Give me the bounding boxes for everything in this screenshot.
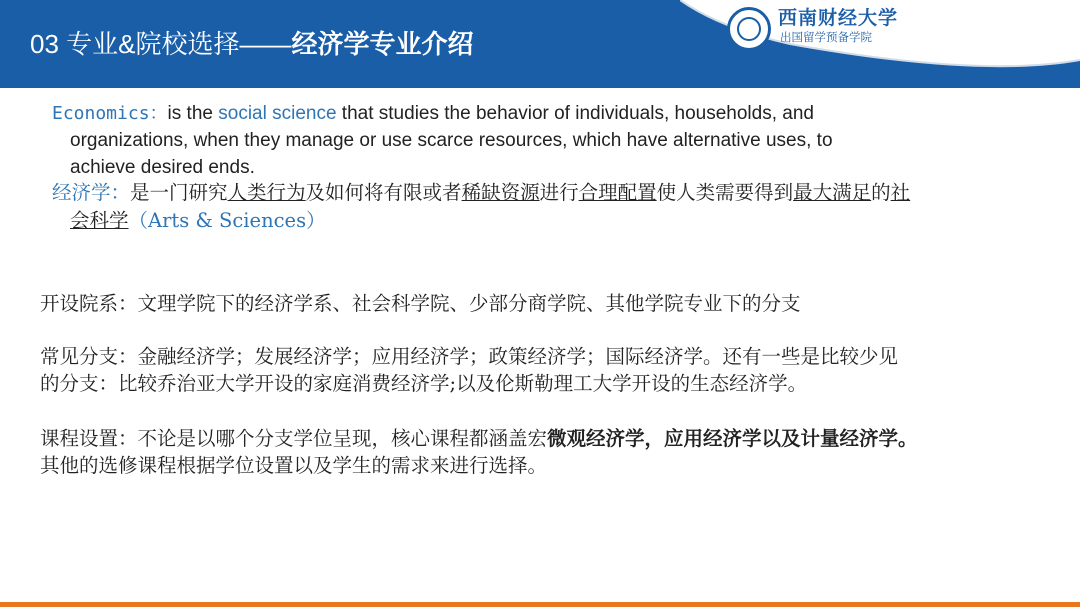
branches-line-1: 常见分支：金融经济学；发展经济学；应用经济学；政策经济学；国际经济学。还有一些是比较少见 [40,345,899,368]
economics-term-cn: 经济学： [52,181,131,204]
economics-cn-text-4: 使人类需要得到 [656,181,794,204]
slide-title-main: 经济学专业介绍 [291,29,474,59]
slide-title-prefix: 03 专业&院校选择—— [30,29,292,59]
economics-cn-text-1: 是一门研究 [130,181,228,204]
courses-lead: 课程设置：不论是以哪个分支学位呈现，核心课程都涵盖宏 [40,427,548,450]
university-name: 西南财经大学 [778,7,899,29]
economics-en-text-a: is the [167,103,219,124]
courses-line-2: 其他的选修课程根据学位设置以及学生的需求来进行选择。 [40,454,548,477]
footer-accent-bar [0,602,1080,607]
rational-allocation-underline: 合理配置 [578,181,657,204]
economics-en-line-3: achieve desired ends. [70,157,255,178]
economics-definition-en [52,100,1062,181]
human-behavior-underline: 人类行为 [227,181,306,204]
social-science-highlight: social science [218,103,337,124]
economics-en-line-2: organizations, when they manage or use scarce resources, which have alternative uses, to [70,130,833,151]
economics-definition-cn [52,179,1052,235]
economics-term-en: Economics： [52,103,168,124]
departments-paragraph: 开设院系：文理学院下的经济学系、社会科学院、少部分商学院、其他学院专业下的分支 [40,292,801,315]
courses-paragraph [40,425,1055,479]
economics-cn-text-5: 的 [871,181,891,204]
economics-en-text-b: that studies the behavior of individuals, households, and [336,103,814,124]
arts-sciences-note: （Arts & Sciences） [128,209,326,232]
economics-cn-text-2: 及如何将有限或者 [305,181,462,204]
branches-paragraph [40,343,1050,397]
social-science-underline-b: 会科学 [70,209,129,232]
scarce-resources-underline: 稀缺资源 [461,181,540,204]
university-subtitle: 出国留学预备学院 [780,32,872,44]
economics-cn-text-3: 进行 [539,181,579,204]
core-courses-bold: 微观经济学，应用经济学以及计量经济学。 [547,427,918,450]
social-science-underline-a: 社 [890,181,911,204]
branches-line-2: 的分支：比较乔治亚大学开设的家庭消费经济学;以及伦斯勒理工大学开设的生态经济学。 [40,372,808,395]
maximum-satisfaction-underline: 最大满足 [793,181,872,204]
